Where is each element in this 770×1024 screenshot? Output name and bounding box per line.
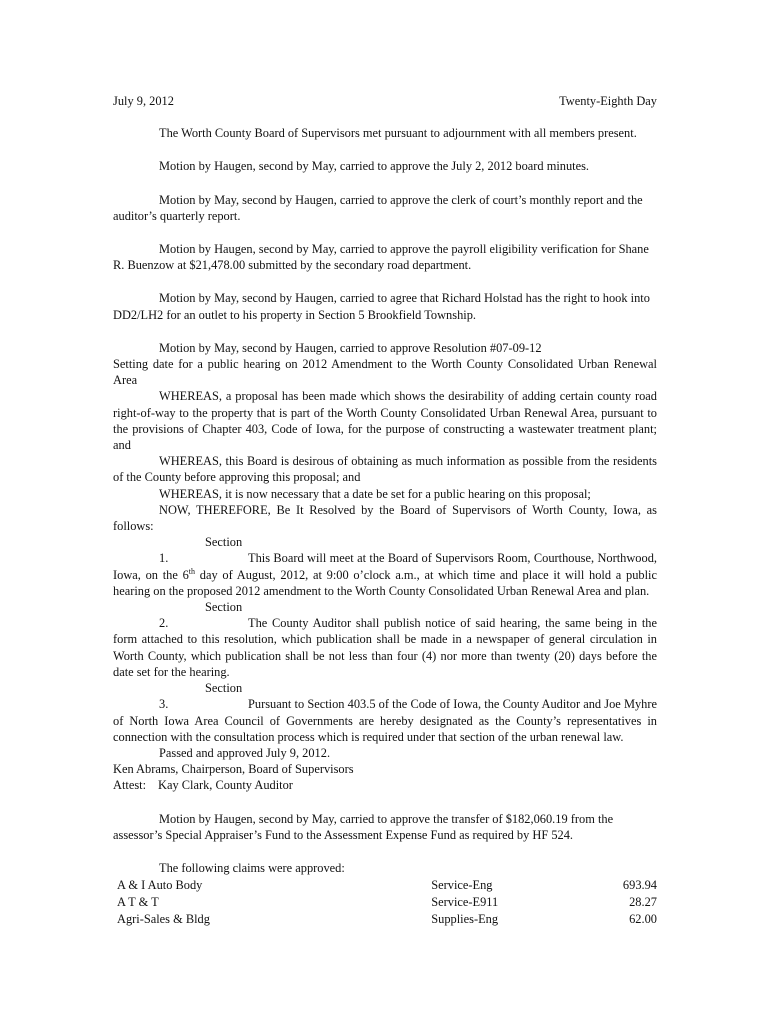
passed-approved: Passed and approved July 9, 2012.: [159, 745, 331, 760]
meeting-day: Twenty-Eighth Day: [559, 94, 657, 108]
paragraph-minutes-motion: Motion by Haugen, second by May, carried to approve the July 2, 2012 board minutes.: [159, 159, 590, 174]
section-1-superscript: th: [188, 566, 196, 576]
claim-department: Supplies-Eng: [431, 912, 499, 927]
section-1: [113, 534, 657, 599]
section-1-label: Section 1.: [159, 535, 243, 566]
paragraph-transfer-motion: Motion by Haugen, second by May, carried to approve the transfer of $182,060.19 from the assessor’s Special Appraiser’s Fund to the Assessment Expense Fund as required by HF 524.: [113, 811, 614, 842]
section-2: [113, 599, 657, 680]
paragraph-drainage-motion: Motion by May, second by Haugen, carried to agree that Richard Holstad has the right to hook into DD2/LH2 for an outlet to his property in Section 5 Brookfield Township.: [113, 291, 650, 322]
attest-name: Kay Clark, County Auditor: [158, 778, 293, 793]
whereas-2: WHEREAS, this Board is desirous of obtaining as much information as possible from the residents of the County before approving this proposal; and: [113, 454, 657, 485]
claims-table: [113, 877, 657, 928]
section-2-text: The County Auditor shall publish notice of said hearing, the same being in the form attached to this resolution, which publication shall be made in a newspaper of general circulation in Worth County, which publication shall be not less than four (4) nor more than twenty (20) days before the date set for the hearing.: [113, 616, 657, 679]
section-3-text: Pursuant to Section 403.5 of the Code of Iowa, the County Auditor and Joe Myhre of North Iowa Area Council of Governments are hereby designated as the County’s representatives in connection with the consultation process which is required under that section of the urban renewal law.: [113, 697, 657, 744]
section-1-text-a: This Board will meet at the Board of Supervisors Room, Courthouse, Northwood, Iowa, on the 6: [113, 551, 657, 582]
attest-line: [113, 777, 657, 793]
claim-amount: 62.00: [629, 912, 657, 927]
therefore-clause: NOW, THEREFORE, Be It Resolved by the Board of Supervisors of Worth County, Iowa, as follows:: [113, 502, 657, 534]
claim-vendor: Agri-Sales & Bldg: [117, 912, 210, 927]
paragraph-report-motion: Motion by May, second by Haugen, carried to approve the clerk of court’s monthly report and the auditor’s quarterly report.: [113, 192, 643, 223]
resolution-motion: Motion by May, second by Haugen, carried to approve Resolution #07-09-12: [159, 340, 542, 355]
meeting-date: July 9, 2012: [113, 94, 174, 108]
table-row: [113, 877, 657, 894]
resolution-title: Setting date for a public hearing on 2012 Amendment to the Worth County Consolidated Urban Renewal Area: [113, 357, 657, 388]
attest-label: Attest:: [113, 778, 147, 793]
claim-department: Service-E911: [431, 895, 499, 910]
whereas-1: WHEREAS, a proposal has been made which shows the desirability of adding certain county road right-of-way to the property that is part of the Worth County Consolidated Urban Renewal Area, pursuant to the provisions of Chapter 403, Code of Iowa, for the purpose of constructing a wastewater treatment plant; and: [113, 389, 657, 453]
paragraph-payroll-motion: Motion by Haugen, second by May, carried to approve the payroll eligibility verification for Shane R. Buenzow at $21,478.00 submitted by the secondary road department.: [113, 242, 649, 273]
claim-vendor: A T & T: [117, 895, 159, 910]
whereas-3: WHEREAS, it is now necessary that a date be set for a public hearing on this proposal;: [159, 486, 591, 501]
resolution-block: [113, 340, 657, 794]
claim-department: Service-Eng: [431, 878, 493, 893]
claim-vendor: A & I Auto Body: [117, 878, 203, 893]
page-header: [113, 93, 657, 109]
section-3-label: Section 3.: [159, 681, 243, 712]
section-2-label: Section 2.: [159, 600, 243, 631]
paragraph-attendance: The Worth County Board of Supervisors met pursuant to adjournment with all members present.: [159, 126, 637, 141]
table-row: [113, 911, 657, 928]
section-3: [113, 680, 657, 745]
section-1-text-b: day of August, 2012, at 9:00 o’clock a.m., at which time and place it will hold a public hearing on the proposed 2012 amendment to the Worth County Consolidated Urban Renewal Area and plan.: [113, 567, 658, 598]
chairperson-signature: Ken Abrams, Chairperson, Board of Supervisors: [113, 762, 354, 777]
table-row: [113, 894, 657, 911]
claims-title: The following claims were approved:: [159, 860, 345, 875]
claims-table-body: [113, 877, 657, 928]
claim-amount: 28.27: [629, 895, 657, 910]
claim-amount: 693.94: [622, 878, 657, 893]
